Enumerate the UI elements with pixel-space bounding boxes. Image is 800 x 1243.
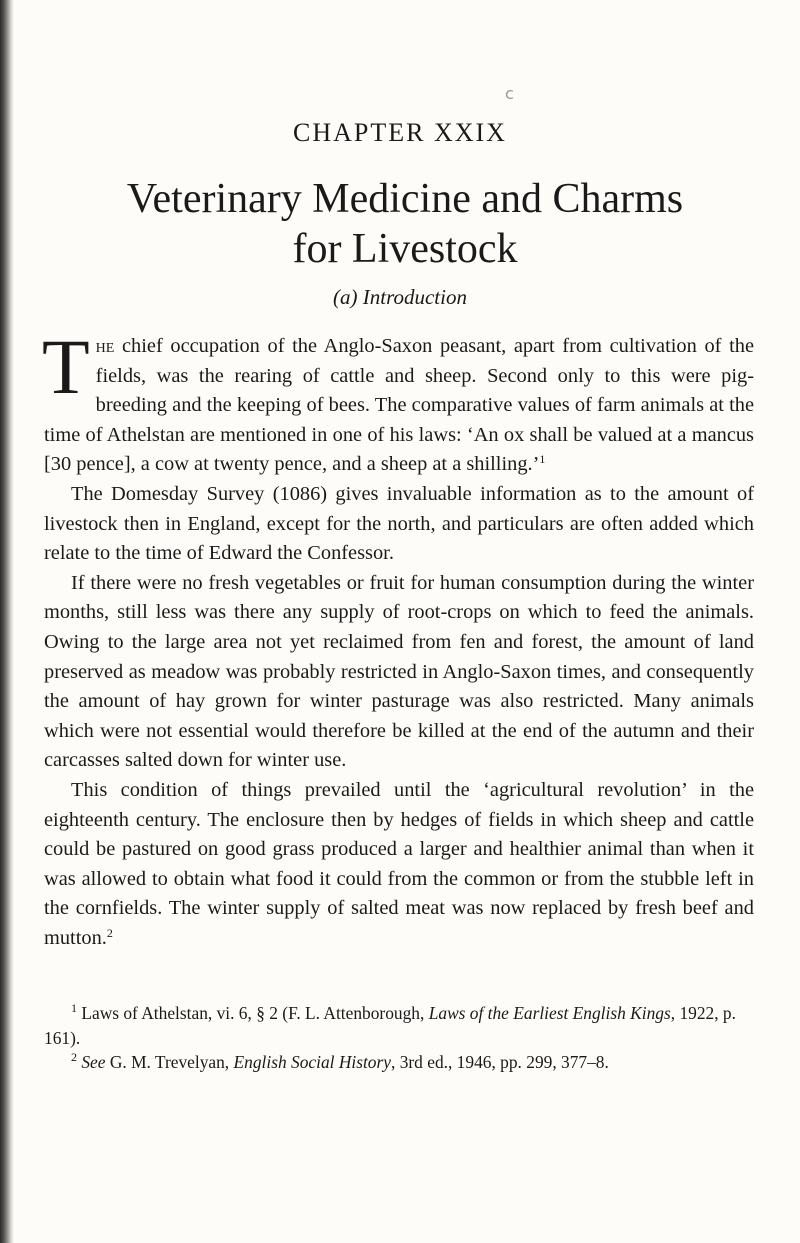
footnote-number: 1	[71, 1001, 77, 1015]
paragraph-4-text: This condition of things prevailed until the ‘agricultural revolution’ in the eighteenth century. The enclosure then by hedges of fields in which sheep and cattle could be pastured on good grass produced a larger and healthier animal than when it was allowed to obtain what food it could from the common or from the stubble left in the cornfields. The winter supply of salted meat was now replaced by fresh beef and mutton.	[44, 778, 754, 949]
paragraph-4	[44, 776, 754, 954]
footnote-ref-1: 1	[539, 452, 546, 467]
footnote-number: 2	[71, 1050, 77, 1064]
footnote-book-title: Laws of the Earliest English Kings	[428, 1003, 671, 1023]
chapter-title-line-1: Veterinary Medicine and Charms	[126, 176, 684, 222]
body-text	[42, 323, 754, 953]
paragraph-1-text: chief occupation of the Anglo-Saxon peasant, apart from cultivation of the fields, was the rearing of cattle and sheep. Second only to this were pig-breeding and the keeping of bees. The comparative values of farm animals at the time of Athelstan are mentioned in one of his laws: ‘An ox shall be valued at a mancus [30 pence], a cow at twenty pence, and a sheep at a shilling.’	[44, 335, 754, 476]
chapter-number: CHAPTER XXIX	[293, 118, 507, 147]
chapter-title-line-2: for Livestock	[292, 226, 518, 272]
footnote-1: $^1$ Laws of Athelstan, vi. 6, § 2 (F. L. Attenborough, Laws of the Earliest English Kings, 1922, p. 161).	[44, 1001, 736, 1048]
section-title: Introduction	[362, 285, 467, 309]
chapter-title	[60, 174, 750, 274]
section-heading: (a) Introduction	[333, 285, 467, 309]
paragraph-3: If there were no fresh vegetables or fruit for human consumption during the winter months, still less was there any supply of root-crops on which to feed the animals. Owing to the large area not yet reclaimed from fen and forest, the amount of land preserved as meadow was probably restricted in Anglo-Saxon times, and consequently the amount of hay grown for winter pasturage was also restricted. Many animals which were not essential would therefore be killed at the end of the autumn and their carcasses salted down for winter use.	[44, 571, 754, 772]
footnote-2: $^2$ See G. M. Trevelyan, English Social History, 3rd ed., 1946, pp. 299, 377–8.	[71, 1050, 609, 1072]
lead-in: he	[95, 335, 115, 357]
paragraph-2: The Domesday Survey (1086) gives invaluable information as to the amount of livestock then in England, except for the north, and particulars are often added which relate to the time of Edward the Confessor.	[44, 482, 754, 565]
paragraph-1	[42, 323, 754, 480]
footnote-book-title: English Social History	[233, 1052, 391, 1072]
footnotes	[44, 1001, 754, 1075]
section-marker: a	[340, 285, 351, 309]
page-mark: ϲ	[505, 84, 514, 103]
book-spine-gutter	[0, 0, 14, 1243]
footnote-ref-2: 2	[106, 925, 113, 940]
footnote-see: See	[77, 1052, 106, 1072]
drop-cap: T	[42, 323, 90, 410]
